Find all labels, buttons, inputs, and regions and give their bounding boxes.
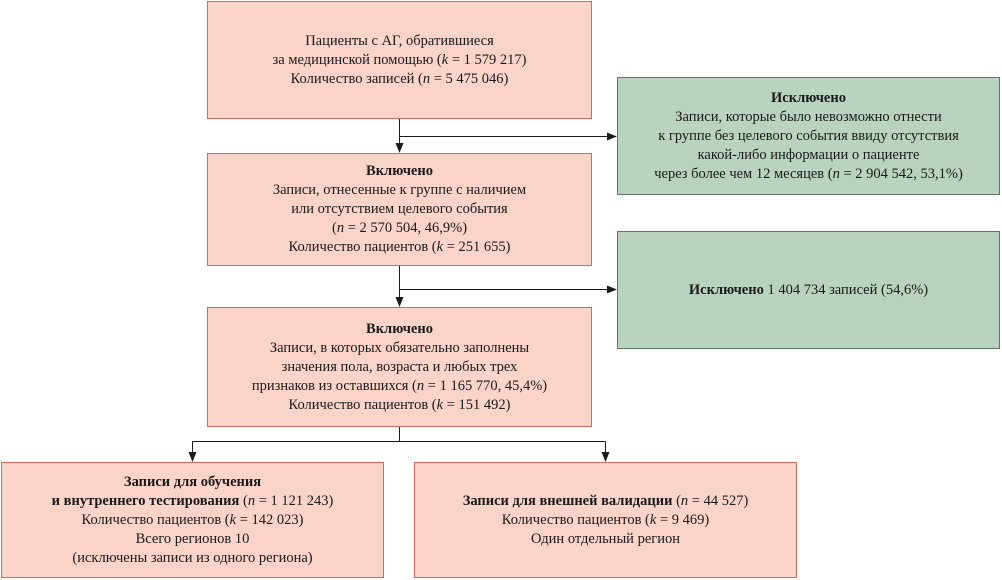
excluded1-line2: к группе без целевого события ввиду отсутствия [658,127,959,144]
included2-line4: Количество пациентов (k = 151 492) [288,396,511,413]
included2-line3: признаков из оставшихся (n = 1 165 770, 45,4%) [251,377,548,394]
excluded1-line4: через более чем 12 месяцев (n = 2 904 542, 53,1%) [654,165,963,182]
patients-line2: за медицинской помощью (k = 1 579 217) [272,51,527,68]
training-line2: Всего регионов 10 [135,530,250,547]
validation-title: Записи для внешней валидации (n = 44 527) [462,492,749,509]
validation-box [414,462,797,578]
included1-line1: Записи, отнесенные к группе с наличием [272,182,527,198]
training-line1: Количество пациентов (k = 142 023) [81,511,304,528]
included-box-1 [207,153,592,266]
training-title2: и внутреннего тестирования (n = 1 121 243) [51,492,334,509]
validation-line2: Один отдельный регион [531,530,680,547]
included2-title: Включено [366,320,433,337]
training-title1: Записи для обучения [123,473,262,490]
included1-line4: Количество пациентов (k = 251 655) [288,239,511,255]
patients-line3: Количество записей (n = 5 475 046) [290,70,509,87]
included1-line2: или отсутствием целевого события [291,201,508,217]
included2-line2: значения пола, возраста и любых трех [281,358,518,375]
excluded1-line1: Записи, которые было невозможно отнести [675,108,942,125]
training-box [1,462,384,578]
included1-line3: (n = 2 570 504, 46,9%) [331,220,468,236]
validation-line1: Количество пациентов (k = 9 469) [501,511,710,528]
training-line3: (исключены записи из одного региона) [72,549,313,566]
excluded1-line3: какой-либо информации о пациенте [697,146,920,163]
excluded-box-2 [617,231,1000,349]
included1-title: Включено [366,163,433,179]
included-box-2 [207,307,592,427]
excluded2-text: Исключено 1 404 734 записей (54,6%) [688,281,929,298]
patients-box [207,1,592,119]
excluded1-title: Исключено [771,89,846,106]
included2-line1: Записи, в которых обязательно заполнены [269,339,530,356]
patients-line1: Пациенты с АГ, обратившиеся [305,32,494,49]
excluded-box-1 [617,77,1000,195]
